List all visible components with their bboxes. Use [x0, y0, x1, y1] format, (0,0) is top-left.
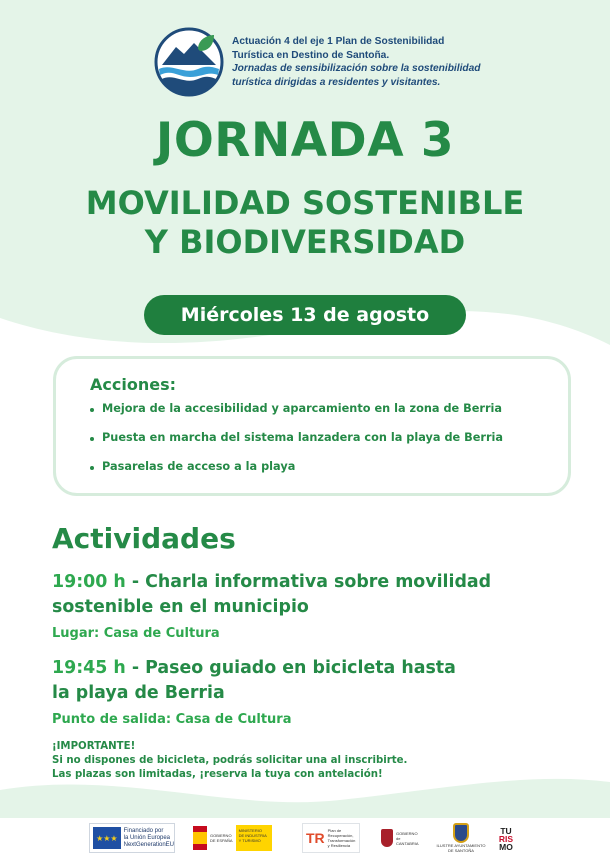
prtr-text	[328, 828, 356, 848]
header-line-2: Turística en Destino de Santoña.	[232, 49, 390, 61]
subtitle-line-1: MOVILIDAD SOSTENIBLE	[85, 184, 525, 222]
acciones-item-label: Mejora de la accesibilidad y aparcamiento en la zona de Berria	[102, 402, 503, 415]
activity-time: 19:45 h	[52, 658, 126, 678]
cantabria-line-2: de	[396, 835, 401, 841]
prtr-line-1: Plan de	[327, 828, 342, 833]
subtitle-line-2: Y BIODIVERSIDAD	[144, 223, 466, 261]
eu-logo-text	[124, 828, 174, 849]
prtr-line-3: Transformación	[327, 838, 356, 843]
activity-place: Lugar: Casa de Cultura	[52, 626, 220, 641]
turismo-line-3: MO	[499, 842, 513, 852]
important-heading: ¡IMPORTANTE!	[52, 741, 136, 752]
cantabria-shield-icon	[381, 829, 393, 847]
gobierno-text	[210, 833, 233, 843]
turismo-logo	[491, 823, 521, 855]
recovery-plan-logo	[302, 823, 360, 853]
activity-line-1	[52, 570, 491, 595]
activity-time: 19:00 h	[52, 572, 126, 592]
tr-mark-icon: TR	[306, 830, 325, 846]
gobierno-line-2: DE ESPAÑA	[210, 838, 233, 843]
gobierno-line-1: GOBIERNO	[210, 833, 232, 838]
header-line-1: Actuación 4 del eje 1 Plan de Sostenibilidad	[232, 36, 445, 47]
cantabria-line-1: GOBIERNO	[396, 830, 418, 836]
spain-flag-icon	[193, 826, 207, 850]
important-note	[52, 740, 407, 782]
prtr-line-2: Recuperación,	[327, 833, 354, 838]
eu-funding-logo	[89, 823, 175, 853]
santona-line-2: DE SANTOÑA	[448, 848, 474, 853]
activity-place: Punto de salida: Casa de Cultura	[52, 712, 292, 727]
activity-description: - Paseo guiado en bicicleta hasta	[125, 658, 456, 678]
santona-logo	[436, 823, 486, 853]
ministerio-line-3: Y TURISMO	[238, 838, 261, 843]
ministerio-box	[236, 825, 272, 851]
acciones-card	[53, 356, 571, 496]
important-line-2: Las plazas son limitadas, ¡reserva la tuya con antelación!	[52, 769, 383, 780]
santona-line-1: ILUSTRE AYUNTAMIENTO	[436, 843, 486, 848]
eu-line-3: NextGenerationEU	[123, 841, 174, 848]
ministerio-line-2: DE INDUSTRIA	[238, 833, 267, 838]
bullet-icon	[90, 466, 94, 470]
acciones-title: Acciones:	[90, 375, 176, 394]
activity-item	[52, 656, 456, 727]
santona-shield-icon	[453, 823, 469, 843]
footer-logos	[0, 818, 610, 863]
activity-item	[52, 570, 491, 641]
actividades-title: Actividades	[52, 522, 236, 555]
eu-line-1: Financiado por	[123, 827, 164, 834]
eu-line-2: la Unión Europea	[123, 834, 171, 841]
page-subtitle	[0, 184, 610, 262]
acciones-item-label: Puesta en marcha del sistema lanzadera con la playa de Berria	[102, 431, 504, 444]
sustainability-waves-leaf-icon	[154, 27, 224, 97]
date-badge: Miércoles 13 de agosto	[144, 295, 466, 335]
prtr-line-4: y Resiliencia	[327, 843, 351, 848]
header	[154, 27, 594, 101]
header-text	[232, 35, 481, 89]
bullet-icon	[90, 437, 94, 441]
acciones-item-label: Pasarelas de acceso a la playa	[102, 460, 296, 473]
turismo-line-2: RIS	[498, 834, 514, 844]
cantabria-line-3: CANTABRIA	[396, 840, 419, 846]
list-item	[90, 431, 568, 460]
header-line-4: turística dirigidas a residentes y visitantes.	[232, 76, 441, 88]
eu-flag-icon: ★★★	[93, 827, 121, 849]
list-item	[90, 460, 568, 489]
cantabria-logo	[381, 823, 431, 853]
activity-line-2: la playa de Berria	[52, 683, 225, 703]
cantabria-text	[396, 831, 419, 846]
activity-line-1	[52, 656, 456, 681]
ministerio-line-1: MINISTERIO	[238, 828, 262, 833]
header-line-3: Jornadas de sensibilización sobre la sostenibilidad	[232, 63, 481, 75]
acciones-list	[90, 402, 568, 489]
activity-line-2: sostenible en el municipio	[52, 597, 309, 617]
important-line-1: Si no dispones de bicicleta, podrás solicitar una al inscribirte.	[52, 755, 408, 766]
activity-description: - Charla informativa sobre movilidad	[125, 572, 492, 592]
gobierno-espana-logo	[193, 823, 281, 853]
list-item	[90, 402, 568, 431]
turismo-line-1: TU	[500, 826, 512, 836]
bullet-icon	[90, 408, 94, 412]
page-title: JORNADA 3	[155, 113, 455, 168]
